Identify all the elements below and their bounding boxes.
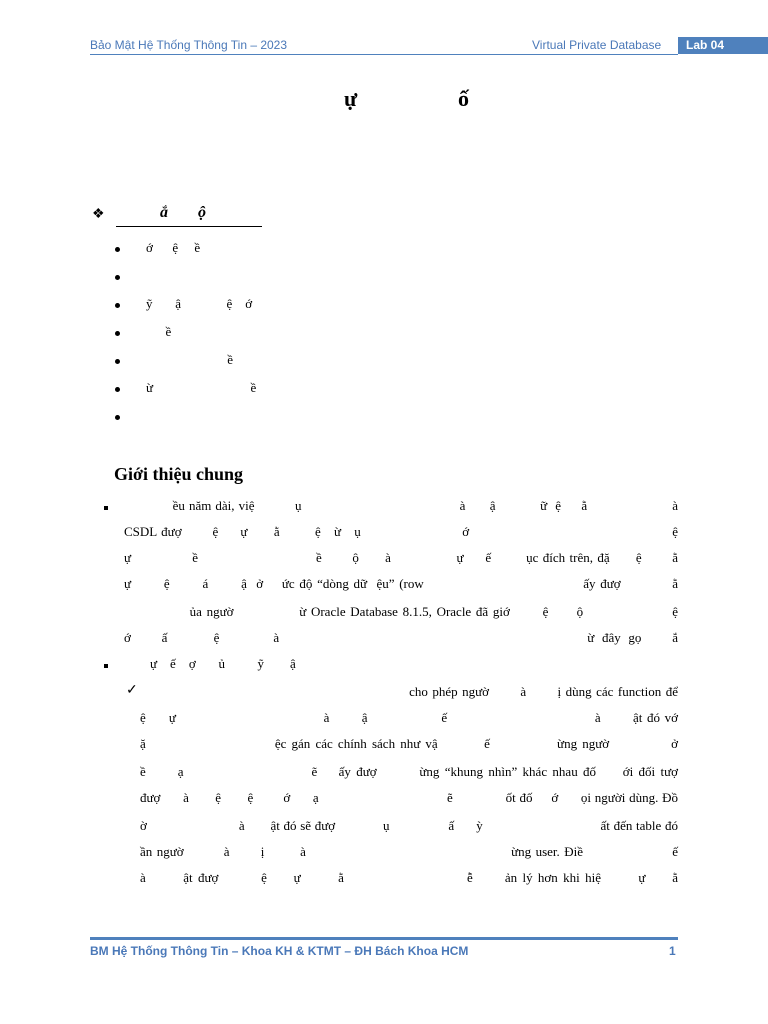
list-item-text: ừ ề <box>146 380 257 395</box>
paragraph-line: cho phép ngườ à ị dùng các function để <box>140 684 678 699</box>
diamond-bullet-icon: ❖ <box>92 207 105 222</box>
header-topic: Virtual Private Database <box>532 38 662 52</box>
paragraph-line: ần ngườ à ị à ừng user. Điề ế <box>140 844 678 859</box>
list-item <box>112 268 412 296</box>
paragraph-line: ủa ngườ ừ Oracle Database 8.1.5, Oracle đã giớ ệ ộ ệ <box>124 604 678 619</box>
title-part-2: ố <box>458 86 469 111</box>
paragraph-line: ự ệ á ậ ở ức độ “dòng dữ ệu” (row ấy đượ ằ <box>124 576 678 591</box>
paragraph-line: ờ à ật đó sẽ đượ ụ ấ ỳ ất đến table đó <box>140 818 678 833</box>
paragraph-line: CSDL đượ ệ ự ằ ệ ừ ụ ớ ệ <box>124 524 678 539</box>
header-course-title: Bảo Mật Hệ Thống Thông Tin – 2023 <box>90 38 288 52</box>
title-part-1: ự <box>344 86 358 111</box>
bullet-dot-icon <box>115 247 120 252</box>
section-title-part-2: ộ <box>198 204 206 221</box>
footer-divider <box>90 937 678 940</box>
bullet-dot-icon <box>115 359 120 364</box>
paragraph-line: ặ ệc gán các chính sách như vậ ế ừng ngườ ở <box>140 736 678 751</box>
footer-department: BM Hệ Thống Thông Tin – Khoa KH & KTMT – ĐH Bách Khoa HCM <box>90 944 469 958</box>
list-item-text: ề <box>146 324 172 339</box>
paragraph-line: à ật đượ ệ ự ằ ễ ản lý hơn khi hiệ ự ằ <box>140 870 678 885</box>
list-item-text: ớ ệ ề <box>146 240 201 255</box>
bullet-line: ự ế ợ ủ ỹ ậ <box>124 656 296 671</box>
list-item <box>112 352 412 380</box>
checkmark-icon: ✓ <box>126 683 138 698</box>
bullet-dot-icon <box>115 303 120 308</box>
list-item <box>112 240 412 268</box>
header-divider <box>90 54 678 55</box>
list-item <box>112 296 412 324</box>
page-title <box>0 86 768 116</box>
list-item-text: ỹ ậ ệ ớ <box>146 296 253 311</box>
page-number: 1 <box>669 944 676 958</box>
paragraph-line: ớ ấ ệ à ừ đây gọ ắ <box>124 630 678 645</box>
paragraph-line: ề ạ ẽ ấy đượ ừng “khung nhìn” khác nhau đố ới đối tượ <box>140 764 678 779</box>
bullet-dot-icon <box>115 387 120 392</box>
bullet-dot-icon <box>115 331 120 336</box>
list-item <box>112 380 412 408</box>
list-item-text: ề <box>146 352 234 367</box>
paragraph-line: ệ ự à ậ ế à ật đó vớ <box>140 710 678 725</box>
paragraph-line: đượ à ệ ệ ớ ạ ẽ ốt đố ớ ọi người dùng. Đồ <box>140 790 678 805</box>
objectives-list <box>112 240 412 436</box>
section-title-part-1: ắ <box>160 204 168 221</box>
list-item <box>112 408 412 436</box>
section-title <box>116 204 262 227</box>
bullet-dot-icon <box>115 415 120 420</box>
list-item <box>112 324 412 352</box>
paragraph-line: ều năm dài, việ ụ à ậ ữ ệ ằ à <box>124 498 678 513</box>
paragraph-line: ự ề ề ộ à ự ế ục đích trên, đặ ệ ằ <box>124 550 678 565</box>
square-bullet-icon <box>104 506 108 510</box>
square-bullet-icon <box>104 664 108 668</box>
header-lab-badge: Lab 04 <box>678 37 768 54</box>
bullet-dot-icon <box>115 275 120 280</box>
section-heading: Giới thiệu chung <box>114 464 243 484</box>
